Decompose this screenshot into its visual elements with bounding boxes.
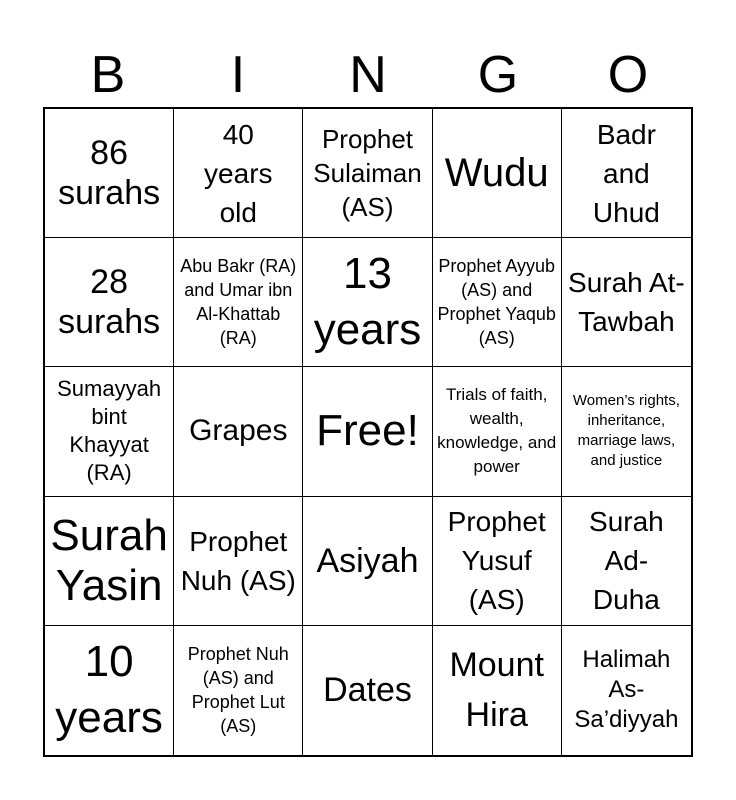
cell-text: Dates bbox=[323, 671, 412, 710]
header-letter-g: G bbox=[477, 46, 519, 104]
bingo-cell-4-4[interactable] bbox=[433, 497, 562, 626]
header-letter-n: N bbox=[349, 46, 387, 104]
cell-text: Badr and Uhud bbox=[592, 118, 660, 228]
cell-text: Abu Bakr (RA) and Umar ibn Al-Khattab (RA) bbox=[180, 256, 297, 349]
bingo-cell-3-3[interactable] bbox=[303, 367, 432, 496]
cell-text: Surah Yasin bbox=[50, 510, 168, 610]
cell-text: Grapes bbox=[189, 414, 288, 448]
bingo-cell-5-3[interactable] bbox=[303, 626, 432, 755]
cell-text: Sumayyah bint Khayyat (RA) bbox=[57, 376, 162, 486]
bingo-cell-1-1[interactable] bbox=[45, 109, 174, 238]
cell-text: Asiyah bbox=[316, 541, 419, 580]
cell-text: Prophet Nuh (AS) and Prophet Lut (AS) bbox=[187, 644, 289, 737]
bingo-cell-4-2[interactable] bbox=[174, 497, 303, 626]
cell-text: 40 years old bbox=[204, 118, 273, 228]
cell-text: Prophet Yusuf (AS) bbox=[447, 506, 546, 616]
bingo-cell-1-3[interactable] bbox=[303, 109, 432, 238]
cell-text: 86 surahs bbox=[58, 134, 161, 213]
bingo-cell-5-2[interactable] bbox=[174, 626, 303, 755]
bingo-cell-3-2[interactable] bbox=[174, 367, 303, 496]
bingo-cell-5-4[interactable] bbox=[433, 626, 562, 755]
cell-text: Surah At-Tawbah bbox=[568, 267, 685, 338]
header-letter-o: O bbox=[607, 46, 649, 104]
bingo-header bbox=[43, 44, 693, 106]
bingo-cell-3-5[interactable] bbox=[562, 367, 691, 496]
bingo-cell-5-1[interactable] bbox=[45, 626, 174, 755]
bingo-cell-3-4[interactable] bbox=[433, 367, 562, 496]
bingo-cell-2-3[interactable] bbox=[303, 238, 432, 367]
bingo-cell-4-1[interactable] bbox=[45, 497, 174, 626]
bingo-cell-1-5[interactable] bbox=[562, 109, 691, 238]
cell-text: Prophet Ayyub (AS) and Prophet Yaqub (AS) bbox=[437, 256, 556, 349]
bingo-cell-5-5[interactable] bbox=[562, 626, 691, 755]
cell-text: Women’s rights, inheritance, marriage laws, and justice bbox=[572, 392, 680, 470]
cell-text: 28 surahs bbox=[58, 263, 161, 342]
bingo-cell-2-5[interactable] bbox=[562, 238, 691, 367]
bingo-cell-2-4[interactable] bbox=[433, 238, 562, 367]
cell-text: Mount Hira bbox=[449, 646, 544, 735]
cell-text: Prophet Sulaiman (AS) bbox=[313, 124, 422, 223]
bingo-cell-4-5[interactable] bbox=[562, 497, 691, 626]
bingo-cell-3-1[interactable] bbox=[45, 367, 174, 496]
bingo-cell-1-2[interactable] bbox=[174, 109, 303, 238]
bingo-cell-2-2[interactable] bbox=[174, 238, 303, 367]
bingo-cell-4-3[interactable] bbox=[303, 497, 432, 626]
cell-text: Free! bbox=[316, 406, 419, 456]
header-letter-i: I bbox=[230, 46, 246, 104]
bingo-cell-2-1[interactable] bbox=[45, 238, 174, 367]
cell-text: 10 years bbox=[55, 637, 163, 743]
cell-text: Halimah As-Sa’diyyah bbox=[574, 646, 679, 734]
header-letter-b: B bbox=[90, 46, 126, 104]
bingo-cell-1-4[interactable] bbox=[433, 109, 562, 238]
cell-text: Prophet Nuh (AS) bbox=[180, 525, 296, 596]
cell-text: Surah Ad-Duha bbox=[589, 506, 664, 616]
cell-text: Trials of faith, wealth, knowledge, and power bbox=[437, 385, 557, 477]
cell-text: 13 years bbox=[313, 249, 422, 355]
cell-text: Wudu bbox=[444, 151, 549, 196]
bingo-grid bbox=[43, 107, 693, 757]
